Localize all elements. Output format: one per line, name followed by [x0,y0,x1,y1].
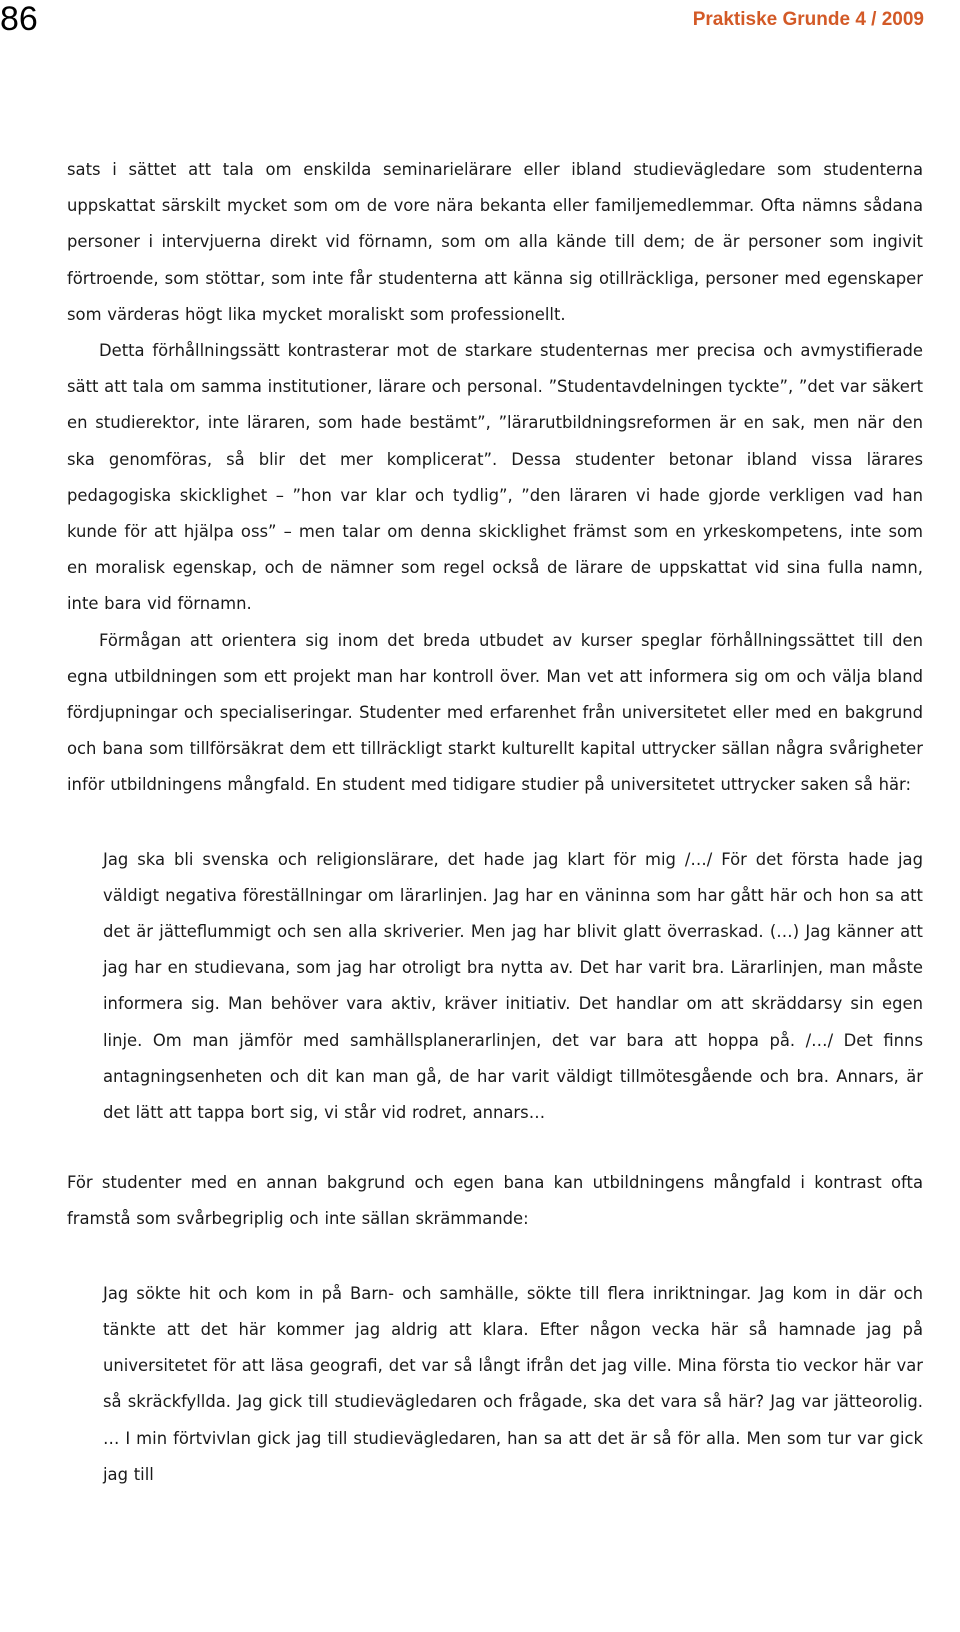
block-quote-2: Jag sökte hit och kom in på Barn- och samhälle, sökte till flera inriktningar. Jag kom in där och tänkte att det här kommer jag aldrig att klara. Efter någon vecka här så hamnade jag på universitetet för att läsa geografi, det var så långt ifrån det jag ville. Mina första tio veckor här var så skräckfyllda. Jag gick till studievägledaren och frågade, ska det vara så här? Jag var jätteorolig. … I min förtvivlan gick jag till studievägledaren, han sa att det är så för alla. Men som tur var gick jag till [103,1283,923,1484]
page-header [0,0,960,44]
journal-title: Praktiske Grunde 4 / 2009 [692,9,924,30]
paragraph-1: sats i sättet att tala om enskilda seminarielärare eller ibland studievägledare som studenterna uppskattat särskilt mycket som om de vore nära bekanta eller familjemedlemmar. Ofta nämns sådana personer i intervjuerna direkt vid förnamn, som om alla kände till dem; de är personer som ingivit förtroende, som stöttar, som inte får studenterna att känna sig otillräckliga, personer med egenskaper som värderas högt lika mycket moraliskt som professionellt. [67,160,923,324]
paragraph-3: Förmågan att orientera sig inom det breda utbudet av kurser speglar förhållningssättet till den egna utbildningen som ett projekt man har kontroll över. Man vet att informera sig om och välja bland fördjupningar och specialiseringar. Studenter med erfarenhet från universitetet eller med en bakgrund och bana som tillförsäkrat dem ett tillräckligt starkt kulturellt kapital uttrycker sällan några svårigheter inför utbildningens mångfald. En student med tidigare studier på universitetet uttrycker saken så här: [67,630,923,795]
article-body [67,152,923,1493]
page-number: 86 [0,0,38,38]
block-quote-1: Jag ska bli svenska och religionslärare, det hade jag klart för mig /…/ För det första hade jag väldigt negativa föreställningar om lärarlinjen. Jag har en väninna som har gått här och hon sa att det är jätteflummigt och sen alla skriverier. Men jag har blivit glatt överraskad. (…) Jag känner att jag har en studievana, som jag har otroligt bra nytta av. Det har varit bra. Lärarlinjen, man måste informera sig. Man behöver vara aktiv, kräver initiativ. Det handlar om att skräddarsy sin egen linje. Om man jämför med samhällsplanerarlinjen, det var bara att hoppa på. /…/ Det finns antagningsenheten och dit kan man gå, de har varit väldigt tillmötesgående och bra. Annars, är det lätt att tappa bort sig, vi står vid rodret, annars… [103,849,923,1123]
paragraph-4: För studenter med en annan bakgrund och egen bana kan utbildningens mångfald i kontrast ofta framstå som svårbegriplig och inte sällan skrämmande: [67,1173,923,1229]
paragraph-2: Detta förhållningssätt kontrasterar mot de starkare studenternas mer precisa och avmystifierade sätt att tala om samma institutioner, lärare och personal. ”Studentavdelningen tyckte”, ”det var säkert en studierektor, inte läraren, som hade bestämt”, ”lärarutbildningsreformen är en sak, men när den ska genomföras, så blir det mer komplicerat”. Dessa studenter betonar ibland vissa lärares pedagogiska skicklighet – ”hon var klar och tydlig”, ”den läraren vi hade gjorde verkligen vad han kunde för att hjälpa oss” – men talar om denna skicklighet främst som en yrkeskompetens, inte som en moralisk egenskap, och de nämner som regel också de lärare de uppskattat vid sina fulla namn, inte bara vid förnamn. [67,341,923,614]
